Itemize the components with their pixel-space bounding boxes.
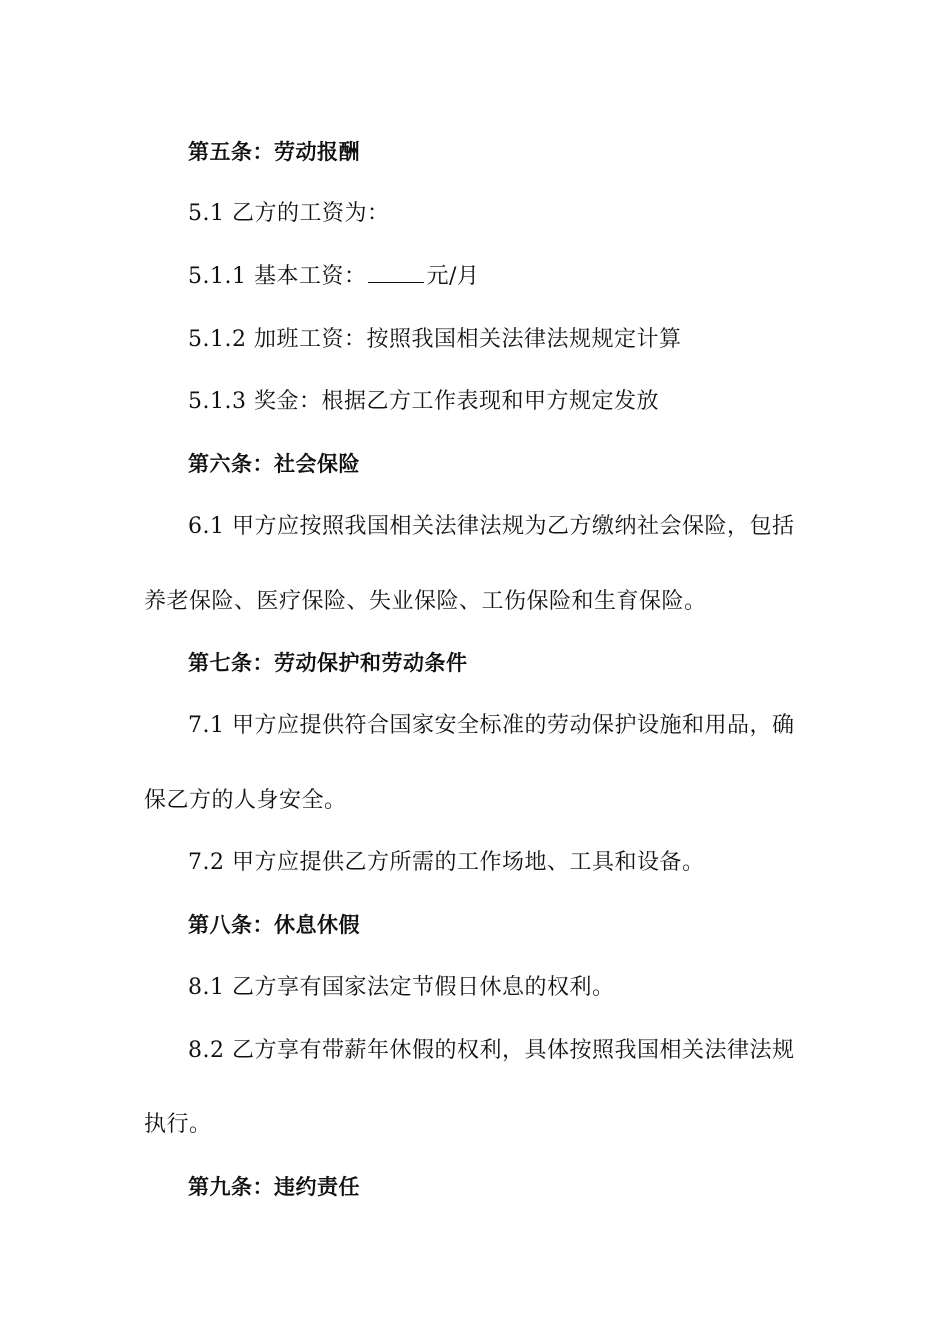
clause-6-1-line1: 6.1 甲方应按照我国相关法律法规为乙方缴纳社会保险，包括 [188,514,795,539]
salary-blank [368,264,424,283]
clause-8-1: 8.1 乙方享有国家法定节假日休息的权利。 [188,975,615,1000]
section-heading-8: 第八条：休息休假 [188,913,360,937]
clause-8-2-line1: 8.2 乙方享有带薪年休假的权利，具体按照我国相关法律法规 [188,1038,795,1063]
clause-5-1-1-suffix: 元/月 [426,264,480,289]
clause-8-2-line2: 执行。 [144,1112,212,1137]
clause-7-1-line2: 保乙方的人身安全。 [144,788,347,813]
clause-7-2: 7.2 甲方应提供乙方所需的工作场地、工具和设备。 [188,850,705,875]
section-heading-7: 第七条：劳动保护和劳动条件 [188,651,468,675]
section-heading-5: 第五条：劳动报酬 [188,140,360,164]
clause-5-1-1 [188,262,479,292]
section-heading-9: 第九条：违约责任 [188,1175,360,1199]
clause-7-1-line1: 7.1 甲方应提供符合国家安全标准的劳动保护设施和用品，确 [188,713,795,738]
clause-5-1-3: 5.1.3 奖金：根据乙方工作表现和甲方规定发放 [188,389,659,414]
section-heading-6: 第六条：社会保险 [188,452,360,476]
clause-5-1-2: 5.1.2 加班工资：按照我国相关法律法规规定计算 [188,327,682,352]
clause-6-1-line2: 养老保险、医疗保险、失业保险、工伤保险和生育保险。 [144,589,707,614]
clause-5-1: 5.1 乙方的工资为： [188,201,390,226]
clause-5-1-1-prefix: 5.1.1 基本工资： [188,264,367,289]
